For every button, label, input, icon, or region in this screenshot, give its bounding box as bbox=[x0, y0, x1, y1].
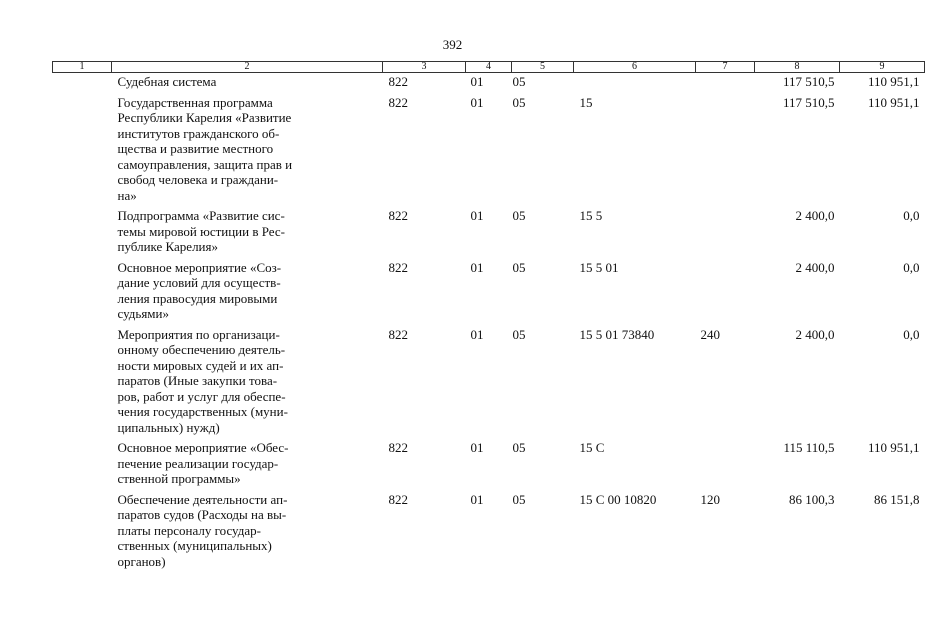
column-header-3: 3 bbox=[383, 62, 466, 73]
cell-name: Основное мероприятие «Обес- печение реализации государ- ственной программы» bbox=[117, 440, 289, 486]
cell-name: Мероприятия по организаци- онному обеспечению деятель- ности мировых судей и их ап- паратов (Иные закупки това- ров, работ и услуг для обеспе- чения государственных (муни- ципальных) нужд) bbox=[117, 326, 288, 435]
cell-expense-type: 120 bbox=[700, 491, 720, 507]
cell-amount-8: 115 110,5 bbox=[783, 440, 835, 455]
cell-code-4: 01 bbox=[470, 74, 484, 89]
column-header-4: 4 bbox=[466, 62, 512, 73]
cell-code-5: 05 bbox=[512, 259, 526, 275]
cell-code-4: 01 bbox=[470, 94, 484, 110]
table-row bbox=[53, 439, 925, 491]
cell-col-1 bbox=[53, 326, 112, 440]
page-number: 392 bbox=[442, 37, 463, 52]
cell-code-3: 822 bbox=[388, 491, 408, 507]
cell-code-3: 822 bbox=[388, 259, 408, 275]
cell-expense-type bbox=[696, 73, 755, 94]
cell-code-5: 05 bbox=[512, 491, 526, 507]
cell-code-5: 05 bbox=[512, 440, 526, 455]
table-row bbox=[53, 259, 925, 326]
cell-amount-8: 2 400,0 bbox=[795, 208, 835, 223]
cell-amount-9: 110 951,1 bbox=[867, 74, 920, 89]
cell-target-article: 15 С 00 10820 bbox=[579, 491, 657, 507]
cell-amount-8: 2 400,0 bbox=[795, 326, 835, 342]
cell-code-3: 822 bbox=[388, 74, 408, 89]
table-body bbox=[53, 73, 925, 574]
cell-col-1 bbox=[53, 94, 112, 208]
cell-code-4: 01 bbox=[470, 259, 484, 275]
cell-code-3: 822 bbox=[388, 94, 408, 110]
cell-code-4: 01 bbox=[470, 326, 484, 342]
cell-amount-8: 86 100,3 bbox=[789, 491, 835, 507]
cell-expense-type bbox=[696, 94, 755, 208]
cell-code-5: 05 bbox=[512, 208, 526, 223]
cell-amount-8: 117 510,5 bbox=[782, 94, 835, 110]
cell-col-1 bbox=[53, 73, 112, 94]
cell-expense-type bbox=[696, 439, 755, 491]
cell-code-4: 01 bbox=[470, 440, 484, 455]
cell-code-5: 05 bbox=[512, 74, 526, 89]
cell-name: Обеспечение деятельности ап- паратов судов (Расходы на вы- платы персоналу государ- ственных (муниципальных) органов) bbox=[117, 491, 288, 569]
column-header-7: 7 bbox=[696, 62, 755, 73]
cell-amount-9: 110 951,1 bbox=[867, 94, 920, 110]
column-header-8: 8 bbox=[755, 62, 840, 73]
table-row bbox=[53, 207, 925, 259]
cell-code-3: 822 bbox=[388, 326, 408, 342]
cell-amount-9: 86 151,8 bbox=[874, 491, 920, 507]
cell-code-4: 01 bbox=[470, 491, 484, 507]
cell-target-article: 15 С bbox=[579, 440, 605, 455]
cell-target-article: 15 5 01 bbox=[579, 259, 619, 275]
cell-col-1 bbox=[53, 207, 112, 259]
cell-col-1 bbox=[53, 491, 112, 574]
cell-code-3: 822 bbox=[388, 440, 408, 455]
cell-expense-type bbox=[696, 259, 755, 326]
cell-amount-8: 117 510,5 bbox=[782, 74, 835, 89]
cell-expense-type bbox=[696, 207, 755, 259]
table-row bbox=[53, 73, 925, 94]
cell-amount-8: 2 400,0 bbox=[795, 259, 835, 275]
cell-amount-9: 0,0 bbox=[903, 208, 920, 223]
column-header-5: 5 bbox=[512, 62, 574, 73]
cell-target-article bbox=[574, 73, 696, 94]
cell-expense-type: 240 bbox=[700, 326, 720, 342]
table-header bbox=[53, 62, 925, 73]
cell-amount-9: 0,0 bbox=[903, 326, 920, 342]
cell-code-5: 05 bbox=[512, 326, 526, 342]
cell-code-5: 05 bbox=[512, 94, 526, 110]
cell-target-article: 15 bbox=[579, 94, 593, 110]
table-row bbox=[53, 326, 925, 440]
table-row bbox=[53, 94, 925, 208]
cell-name: Государственная программа Республики Карелия «Развитие институтов гражданского об- щества и развитие местного самоуправления, защита прав и свобод человека и граждани- на» bbox=[117, 94, 293, 203]
budget-table bbox=[52, 61, 925, 573]
cell-amount-9: 110 951,1 bbox=[867, 440, 920, 455]
column-header-9: 9 bbox=[840, 62, 925, 73]
cell-col-1 bbox=[53, 439, 112, 491]
column-header-2: 2 bbox=[112, 62, 383, 73]
column-header-1: 1 bbox=[53, 62, 112, 73]
cell-amount-9: 0,0 bbox=[903, 259, 920, 275]
cell-name: Судебная система bbox=[117, 74, 217, 89]
cell-code-4: 01 bbox=[470, 208, 484, 223]
column-header-6: 6 bbox=[574, 62, 696, 73]
cell-target-article: 15 5 bbox=[579, 208, 603, 223]
table-row bbox=[53, 491, 925, 574]
cell-target-article: 15 5 01 73840 bbox=[579, 326, 655, 342]
cell-name: Основное мероприятие «Соз- дание условий для осуществ- ления правосудия мировыми судьями» bbox=[117, 259, 282, 321]
cell-code-3: 822 bbox=[388, 208, 408, 223]
cell-col-1 bbox=[53, 259, 112, 326]
cell-name: Подпрограмма «Развитие сис- темы мировой юстиции в Рес- публике Карелия» bbox=[117, 208, 285, 254]
